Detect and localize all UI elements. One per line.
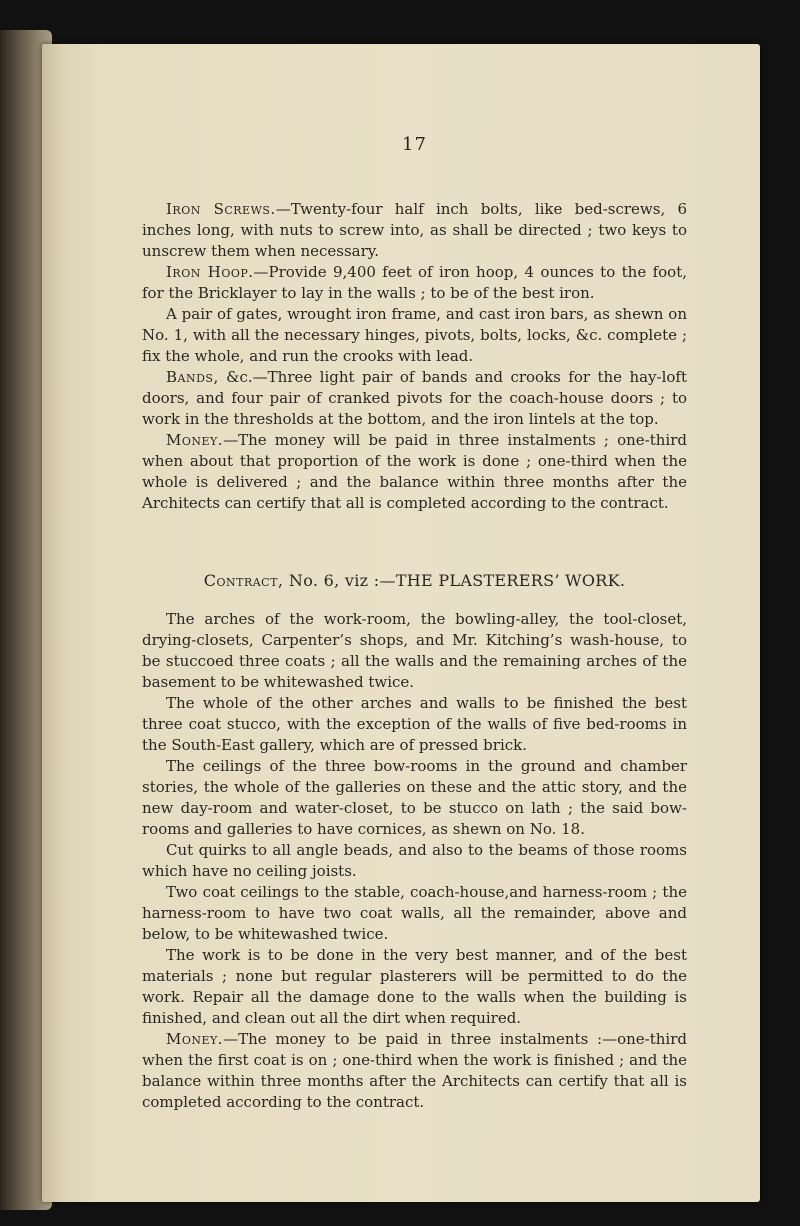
body-text <box>142 199 687 1113</box>
contract-paragraph: The arches of the work-room, the bowling-alley, the tool-closet, drying-closets, Carpenter’s shops, and Mr. Kitching’s wash-house, to be stuccoed three coats ; all the walls and the remaining arches of the basement to be whitewashed twice. <box>142 610 687 691</box>
contract-money-paragraph <box>142 1029 687 1113</box>
contract-paragraph: The whole of the other arches and walls to be finished the best three coat stucco, with the exception of the walls of five bed-rooms in the South-East gallery, which are of pressed brick. <box>142 694 687 754</box>
paragraph-text: A pair of gates, wrought iron frame, and cast iron bars, as shewn on No. 1, with all the necessary hinges, pivots, bolts, locks, &c. complete ; fix the whole, and run the crooks with lead. <box>142 305 687 365</box>
paragraph-bands <box>142 367 687 430</box>
paragraph-gates <box>142 304 687 367</box>
paragraph-text: —Twenty-four half inch bolts, like bed-screws, 6 inches long, with nuts to screw into, as shall be directed ; two keys to unscrew them when necessary. <box>142 200 688 260</box>
contract-heading <box>142 570 687 591</box>
paragraph-label: Bands, <box>166 368 219 386</box>
paragraph-text: —The money will be paid in three instalments ; one-third when about that proportion of the work is done ; one-third when the whole is delivered ; and the balance within three months after the Architects can certify that all is completed according to the contract. <box>142 431 687 512</box>
contract-paragraph: Two coat ceilings to the stable, coach-house,and harness-room ; the harness-room to have two coat walls, all the remainder, above and below, to be whitewashed twice. <box>142 883 687 943</box>
contract-paragraph: Cut quirks to all angle beads, and also to the beams of those rooms which have no ceiling joists. <box>142 841 687 880</box>
contract-heading-label: Contract, <box>203 571 284 590</box>
page-number: 17 <box>402 134 427 155</box>
paragraph-text: &c.—Three light pair of bands and crooks for the hay-loft doors, and four pair of cranked pivots for the coach-house doors ; to work in the thresholds at the bottom, and the iron lintels at the top. <box>142 368 687 428</box>
paragraph-text: —The money to be paid in three instalments :—one-third when the first coat is on ; one-third when the work is finished ; and the balance within three months after the Architects can certify that all is completed according to the contract. <box>142 1030 687 1111</box>
contract-paragraph: The work is to be done in the very best manner, and of the best materials ; none but regular plasterers will be permitted to do the work. Repair all the damage done to the walls when the building is finished, and clean out all the dirt when required. <box>142 946 687 1027</box>
paragraph-label: Money. <box>166 431 224 449</box>
contract-heading-text: No. 6, viz :—THE PLASTERERS’ WORK. <box>283 571 626 590</box>
paragraph-label: Money. <box>166 1030 224 1048</box>
book-page <box>42 44 760 1202</box>
paragraph-iron-screws <box>142 199 687 262</box>
paragraph-label: Iron Screws. <box>166 200 276 218</box>
paragraph-label: Iron Hoop. <box>166 263 254 281</box>
paragraph-iron-hoop <box>142 262 687 304</box>
contract-paragraph: The ceilings of the three bow-rooms in the ground and chamber stories, the whole of the galleries on these and the attic story, and the new day-room and water-closet, to be stucco on lath ; the said bow-rooms and galleries to have cornices, as shewn on No. 18. <box>142 757 687 838</box>
paragraph-money <box>142 430 687 514</box>
paragraph-text: —Provide 9,400 feet of iron hoop, 4 ounces to the foot, for the Bricklayer to lay in the walls ; to be of the best iron. <box>142 263 687 302</box>
